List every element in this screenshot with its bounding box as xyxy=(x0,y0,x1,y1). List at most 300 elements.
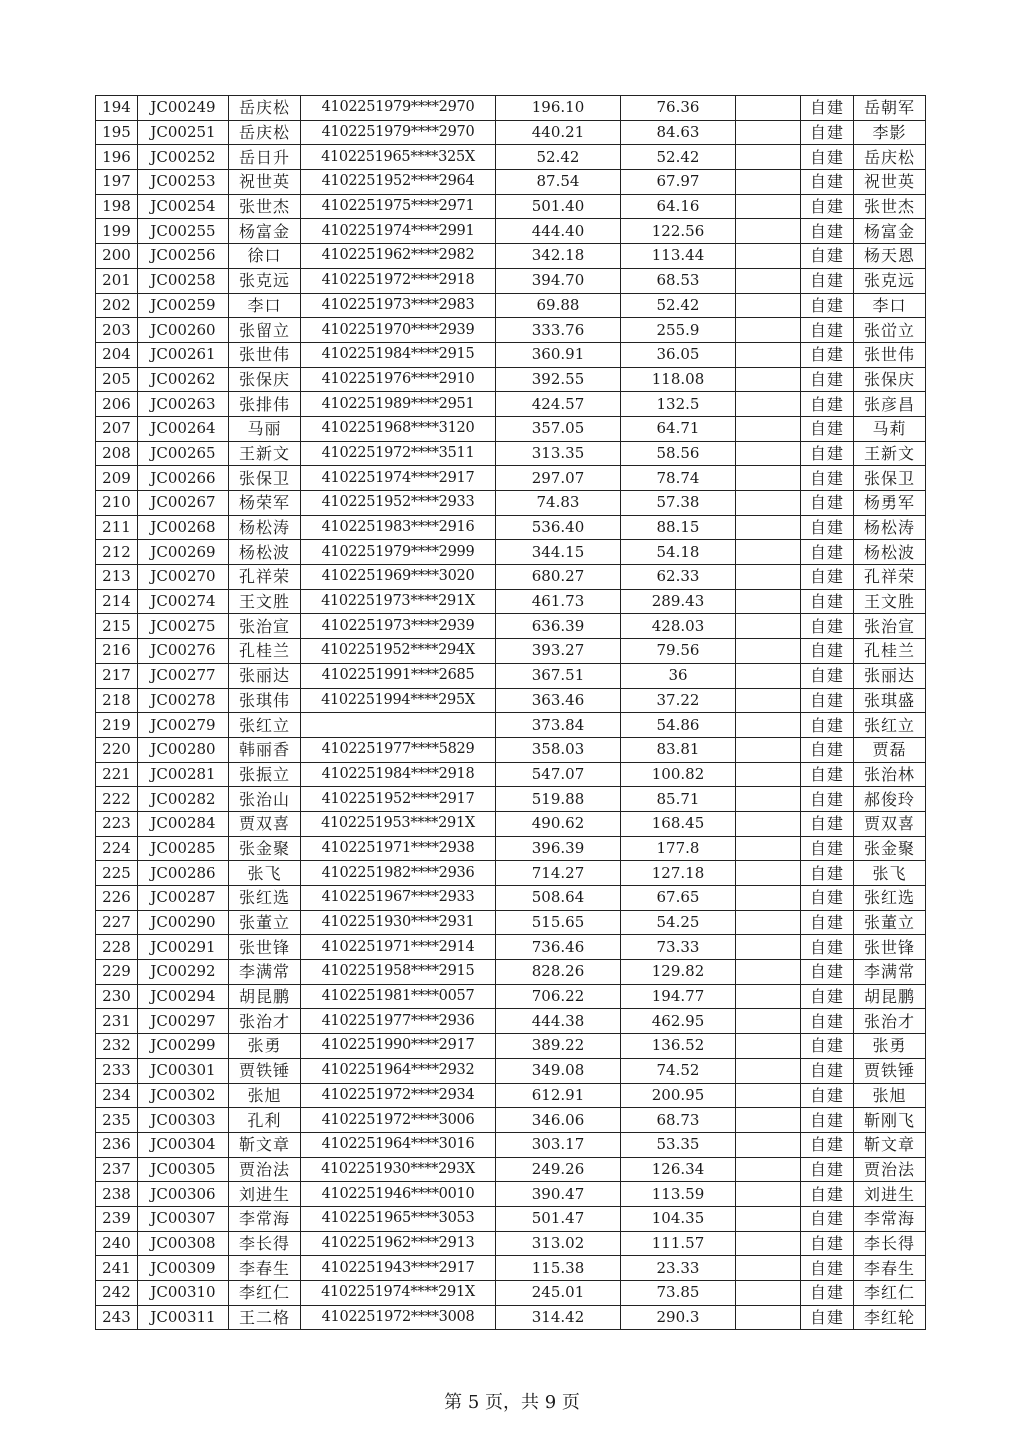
table-row xyxy=(96,318,926,343)
row-index: 242 xyxy=(96,1281,138,1306)
area-base: 68.73 xyxy=(621,1108,736,1133)
build-type: 自建 xyxy=(801,1058,854,1083)
row-index: 235 xyxy=(96,1108,138,1133)
owner-name: 张世锋 xyxy=(854,935,926,960)
table-row xyxy=(96,268,926,293)
holder-name: 张世锋 xyxy=(229,935,301,960)
build-type: 自建 xyxy=(801,886,854,911)
build-type: 自建 xyxy=(801,1108,854,1133)
area-base: 78.74 xyxy=(621,466,736,491)
table-row xyxy=(96,1231,926,1256)
holder-name: 祝世英 xyxy=(229,170,301,195)
row-index: 233 xyxy=(96,1058,138,1083)
record-code: JC00309 xyxy=(138,1256,229,1281)
record-code: JC00255 xyxy=(138,219,229,244)
blank-cell xyxy=(736,811,801,836)
id-number: 4102251975****2971 xyxy=(301,194,496,219)
holder-name: 李红仁 xyxy=(229,1281,301,1306)
holder-name: 张振立 xyxy=(229,762,301,787)
area-total: 490.62 xyxy=(496,811,621,836)
table-row xyxy=(96,935,926,960)
table-row xyxy=(96,861,926,886)
build-type: 自建 xyxy=(801,663,854,688)
row-index: 217 xyxy=(96,663,138,688)
area-total: 367.51 xyxy=(496,663,621,688)
blank-cell xyxy=(736,416,801,441)
table-row xyxy=(96,1083,926,1108)
build-type: 自建 xyxy=(801,787,854,812)
id-number: 4102251974****2991 xyxy=(301,219,496,244)
id-number: 4102251969****3020 xyxy=(301,565,496,590)
table-row xyxy=(96,1182,926,1207)
id-number: 4102251962****2982 xyxy=(301,244,496,269)
blank-cell xyxy=(736,886,801,911)
area-base: 54.25 xyxy=(621,910,736,935)
id-number: 4102251930****293X xyxy=(301,1157,496,1182)
area-total: 342.18 xyxy=(496,244,621,269)
area-total: 74.83 xyxy=(496,491,621,516)
build-type: 自建 xyxy=(801,342,854,367)
owner-name: 张琪盛 xyxy=(854,688,926,713)
blank-cell xyxy=(736,515,801,540)
area-total: 249.26 xyxy=(496,1157,621,1182)
row-index: 221 xyxy=(96,762,138,787)
area-total: 424.57 xyxy=(496,392,621,417)
blank-cell xyxy=(736,836,801,861)
table-row xyxy=(96,1206,926,1231)
owner-name: 张旭 xyxy=(854,1083,926,1108)
blank-cell xyxy=(736,1157,801,1182)
row-index: 218 xyxy=(96,688,138,713)
build-type: 自建 xyxy=(801,441,854,466)
record-code: JC00251 xyxy=(138,120,229,145)
area-base: 104.35 xyxy=(621,1206,736,1231)
build-type: 自建 xyxy=(801,688,854,713)
build-type: 自建 xyxy=(801,318,854,343)
holder-name: 杨荣军 xyxy=(229,491,301,516)
row-index: 203 xyxy=(96,318,138,343)
area-base: 88.15 xyxy=(621,515,736,540)
table-row xyxy=(96,713,926,738)
owner-name: 王新文 xyxy=(854,441,926,466)
blank-cell xyxy=(736,392,801,417)
holder-name: 徐口 xyxy=(229,244,301,269)
holder-name: 张世杰 xyxy=(229,194,301,219)
blank-cell xyxy=(736,342,801,367)
table-row xyxy=(96,886,926,911)
id-number: 4102251952****2964 xyxy=(301,170,496,195)
build-type: 自建 xyxy=(801,811,854,836)
id-number: 4102251971****2914 xyxy=(301,935,496,960)
blank-cell xyxy=(736,639,801,664)
owner-name: 王文胜 xyxy=(854,589,926,614)
row-index: 219 xyxy=(96,713,138,738)
table-row xyxy=(96,663,926,688)
area-total: 444.38 xyxy=(496,1009,621,1034)
table-row xyxy=(96,1058,926,1083)
row-index: 230 xyxy=(96,984,138,1009)
record-code: JC00252 xyxy=(138,145,229,170)
owner-name: 李满常 xyxy=(854,960,926,985)
table-row xyxy=(96,1009,926,1034)
blank-cell xyxy=(736,713,801,738)
id-number: 4102251952****2917 xyxy=(301,787,496,812)
record-code: JC00306 xyxy=(138,1182,229,1207)
row-index: 225 xyxy=(96,861,138,886)
build-type: 自建 xyxy=(801,639,854,664)
area-total: 394.70 xyxy=(496,268,621,293)
row-index: 210 xyxy=(96,491,138,516)
holder-name: 张丽达 xyxy=(229,663,301,688)
blank-cell xyxy=(736,1256,801,1281)
area-base: 52.42 xyxy=(621,145,736,170)
area-total: 363.46 xyxy=(496,688,621,713)
id-number: 4102251930****2931 xyxy=(301,910,496,935)
id-number: 4102251972****2918 xyxy=(301,268,496,293)
blank-cell xyxy=(736,194,801,219)
build-type: 自建 xyxy=(801,1132,854,1157)
id-number: 4102251981****0057 xyxy=(301,984,496,1009)
record-code: JC00254 xyxy=(138,194,229,219)
area-base: 83.81 xyxy=(621,737,736,762)
area-base: 255.9 xyxy=(621,318,736,343)
holder-name: 杨松涛 xyxy=(229,515,301,540)
build-type: 自建 xyxy=(801,1256,854,1281)
build-type: 自建 xyxy=(801,515,854,540)
id-number: 4102251973****2983 xyxy=(301,293,496,318)
area-base: 136.52 xyxy=(621,1034,736,1059)
area-total: 196.10 xyxy=(496,96,621,121)
record-code: JC00305 xyxy=(138,1157,229,1182)
table-row xyxy=(96,836,926,861)
area-total: 52.42 xyxy=(496,145,621,170)
owner-name: 张红立 xyxy=(854,713,926,738)
build-type: 自建 xyxy=(801,1182,854,1207)
id-number: 4102251989****2951 xyxy=(301,392,496,417)
area-base: 129.82 xyxy=(621,960,736,985)
build-type: 自建 xyxy=(801,219,854,244)
area-base: 100.82 xyxy=(621,762,736,787)
owner-name: 刘进生 xyxy=(854,1182,926,1207)
owner-name: 张治才 xyxy=(854,1009,926,1034)
owner-name: 张世伟 xyxy=(854,342,926,367)
blank-cell xyxy=(736,614,801,639)
build-type: 自建 xyxy=(801,1305,854,1330)
owner-name: 杨松涛 xyxy=(854,515,926,540)
owner-name: 杨松波 xyxy=(854,540,926,565)
build-type: 自建 xyxy=(801,1034,854,1059)
row-index: 240 xyxy=(96,1231,138,1256)
blank-cell xyxy=(736,96,801,121)
area-base: 54.86 xyxy=(621,713,736,738)
area-base: 177.8 xyxy=(621,836,736,861)
area-base: 122.56 xyxy=(621,219,736,244)
row-index: 204 xyxy=(96,342,138,367)
build-type: 自建 xyxy=(801,836,854,861)
area-base: 57.38 xyxy=(621,491,736,516)
area-base: 111.57 xyxy=(621,1231,736,1256)
holder-name: 张克远 xyxy=(229,268,301,293)
holder-name: 马丽 xyxy=(229,416,301,441)
area-base: 168.45 xyxy=(621,811,736,836)
id-number: 4102251991****2685 xyxy=(301,663,496,688)
build-type: 自建 xyxy=(801,1231,854,1256)
build-type: 自建 xyxy=(801,737,854,762)
area-total: 736.46 xyxy=(496,935,621,960)
row-index: 226 xyxy=(96,886,138,911)
table-row xyxy=(96,984,926,1009)
holder-name: 张世伟 xyxy=(229,342,301,367)
blank-cell xyxy=(736,910,801,935)
build-type: 自建 xyxy=(801,589,854,614)
area-base: 74.52 xyxy=(621,1058,736,1083)
area-total: 508.64 xyxy=(496,886,621,911)
record-code: JC00264 xyxy=(138,416,229,441)
record-code: JC00287 xyxy=(138,886,229,911)
record-code: JC00303 xyxy=(138,1108,229,1133)
table-row xyxy=(96,145,926,170)
record-code: JC00299 xyxy=(138,1034,229,1059)
owner-name: 胡昆鹏 xyxy=(854,984,926,1009)
area-base: 462.95 xyxy=(621,1009,736,1034)
id-number: 4102251984****2918 xyxy=(301,762,496,787)
area-total: 515.65 xyxy=(496,910,621,935)
record-code: JC00286 xyxy=(138,861,229,886)
row-index: 207 xyxy=(96,416,138,441)
row-index: 227 xyxy=(96,910,138,935)
record-code: JC00301 xyxy=(138,1058,229,1083)
build-type: 自建 xyxy=(801,194,854,219)
area-base: 79.56 xyxy=(621,639,736,664)
id-number: 4102251973****2939 xyxy=(301,614,496,639)
holder-name: 李长得 xyxy=(229,1231,301,1256)
area-total: 115.38 xyxy=(496,1256,621,1281)
record-code: JC00260 xyxy=(138,318,229,343)
id-number: 4102251965****325X xyxy=(301,145,496,170)
record-code: JC00280 xyxy=(138,737,229,762)
table-row xyxy=(96,1157,926,1182)
table-row xyxy=(96,1305,926,1330)
id-number: 4102251967****2933 xyxy=(301,886,496,911)
record-code: JC00278 xyxy=(138,688,229,713)
id-number: 4102251965****3053 xyxy=(301,1206,496,1231)
owner-name: 张红选 xyxy=(854,886,926,911)
record-code: JC00265 xyxy=(138,441,229,466)
build-type: 自建 xyxy=(801,762,854,787)
build-type: 自建 xyxy=(801,614,854,639)
area-total: 392.55 xyxy=(496,367,621,392)
build-type: 自建 xyxy=(801,1206,854,1231)
record-code: JC00269 xyxy=(138,540,229,565)
area-base: 73.85 xyxy=(621,1281,736,1306)
table-row xyxy=(96,1256,926,1281)
owner-name: 孔桂兰 xyxy=(854,639,926,664)
blank-cell xyxy=(736,491,801,516)
row-index: 201 xyxy=(96,268,138,293)
area-total: 519.88 xyxy=(496,787,621,812)
area-total: 358.03 xyxy=(496,737,621,762)
blank-cell xyxy=(736,318,801,343)
blank-cell xyxy=(736,565,801,590)
row-index: 236 xyxy=(96,1132,138,1157)
owner-name: 张勇 xyxy=(854,1034,926,1059)
record-code: JC00308 xyxy=(138,1231,229,1256)
record-code: JC00302 xyxy=(138,1083,229,1108)
id-number: 4102251982****2936 xyxy=(301,861,496,886)
owner-name: 岳朝军 xyxy=(854,96,926,121)
build-type: 自建 xyxy=(801,984,854,1009)
blank-cell xyxy=(736,861,801,886)
blank-cell xyxy=(736,688,801,713)
owner-name: 贾磊 xyxy=(854,737,926,762)
table-row xyxy=(96,491,926,516)
holder-name: 张董立 xyxy=(229,910,301,935)
table-row xyxy=(96,170,926,195)
row-index: 205 xyxy=(96,367,138,392)
id-number: 4102251964****2932 xyxy=(301,1058,496,1083)
blank-cell xyxy=(736,219,801,244)
row-index: 199 xyxy=(96,219,138,244)
blank-cell xyxy=(736,1132,801,1157)
table-row xyxy=(96,219,926,244)
owner-name: 贾铁锤 xyxy=(854,1058,926,1083)
record-code: JC00307 xyxy=(138,1206,229,1231)
table-row xyxy=(96,367,926,392)
blank-cell xyxy=(736,960,801,985)
table-row xyxy=(96,762,926,787)
id-number: 4102251974****291X xyxy=(301,1281,496,1306)
record-code: JC00297 xyxy=(138,1009,229,1034)
row-index: 232 xyxy=(96,1034,138,1059)
area-base: 64.71 xyxy=(621,416,736,441)
owner-name: 杨天恩 xyxy=(854,244,926,269)
id-number: 4102251971****2938 xyxy=(301,836,496,861)
table-row xyxy=(96,614,926,639)
area-total: 87.54 xyxy=(496,170,621,195)
area-total: 69.88 xyxy=(496,293,621,318)
build-type: 自建 xyxy=(801,96,854,121)
owner-name: 张董立 xyxy=(854,910,926,935)
record-code: JC00292 xyxy=(138,960,229,985)
row-index: 223 xyxy=(96,811,138,836)
holder-name: 张保庆 xyxy=(229,367,301,392)
holder-name: 岳庆松 xyxy=(229,96,301,121)
blank-cell xyxy=(736,441,801,466)
owner-name: 李影 xyxy=(854,120,926,145)
build-type: 自建 xyxy=(801,392,854,417)
record-code: JC00263 xyxy=(138,392,229,417)
blank-cell xyxy=(736,367,801,392)
table-row xyxy=(96,688,926,713)
owner-name: 张克远 xyxy=(854,268,926,293)
build-type: 自建 xyxy=(801,960,854,985)
owner-name: 贾双喜 xyxy=(854,811,926,836)
id-number: 4102251952****294X xyxy=(301,639,496,664)
holder-name: 张治宣 xyxy=(229,614,301,639)
holder-name: 王二格 xyxy=(229,1305,301,1330)
area-base: 290.3 xyxy=(621,1305,736,1330)
row-index: 238 xyxy=(96,1182,138,1207)
blank-cell xyxy=(736,1034,801,1059)
owner-name: 张世杰 xyxy=(854,194,926,219)
build-type: 自建 xyxy=(801,713,854,738)
blank-cell xyxy=(736,1058,801,1083)
build-type: 自建 xyxy=(801,491,854,516)
holder-name: 韩丽香 xyxy=(229,737,301,762)
holder-name: 贾铁锤 xyxy=(229,1058,301,1083)
record-code: JC00256 xyxy=(138,244,229,269)
holder-name: 张保卫 xyxy=(229,466,301,491)
record-code: JC00249 xyxy=(138,96,229,121)
area-total: 390.47 xyxy=(496,1182,621,1207)
owner-name: 李春生 xyxy=(854,1256,926,1281)
row-index: 215 xyxy=(96,614,138,639)
area-total: 536.40 xyxy=(496,515,621,540)
record-code: JC00291 xyxy=(138,935,229,960)
area-total: 828.26 xyxy=(496,960,621,985)
owner-name: 张彦昌 xyxy=(854,392,926,417)
id-number: 4102251984****2915 xyxy=(301,342,496,367)
table-row xyxy=(96,416,926,441)
id-number: 4102251972****2934 xyxy=(301,1083,496,1108)
id-number: 4102251979****2970 xyxy=(301,96,496,121)
page-number: 第 5 页，共 9 页 xyxy=(444,1392,580,1413)
holder-name: 王新文 xyxy=(229,441,301,466)
build-type: 自建 xyxy=(801,416,854,441)
id-number: 4102251958****2915 xyxy=(301,960,496,985)
build-type: 自建 xyxy=(801,145,854,170)
row-index: 241 xyxy=(96,1256,138,1281)
owner-name: 李红仁 xyxy=(854,1281,926,1306)
holder-name: 刘进生 xyxy=(229,1182,301,1207)
owner-name: 李红轮 xyxy=(854,1305,926,1330)
owner-name: 孔祥荣 xyxy=(854,565,926,590)
area-base: 113.44 xyxy=(621,244,736,269)
blank-cell xyxy=(736,1083,801,1108)
area-total: 333.76 xyxy=(496,318,621,343)
id-number: 4102251953****291X xyxy=(301,811,496,836)
blank-cell xyxy=(736,1231,801,1256)
area-base: 52.42 xyxy=(621,293,736,318)
owner-name: 靳文章 xyxy=(854,1132,926,1157)
owner-name: 靳刚飞 xyxy=(854,1108,926,1133)
area-total: 612.91 xyxy=(496,1083,621,1108)
build-type: 自建 xyxy=(801,1009,854,1034)
table-row xyxy=(96,960,926,985)
record-code: JC00253 xyxy=(138,170,229,195)
record-code: JC00290 xyxy=(138,910,229,935)
id-number: 4102251977****2936 xyxy=(301,1009,496,1034)
row-index: 216 xyxy=(96,639,138,664)
id-number: 4102251976****2910 xyxy=(301,367,496,392)
record-code: JC00279 xyxy=(138,713,229,738)
table-row xyxy=(96,737,926,762)
table-row xyxy=(96,342,926,367)
record-code: JC00277 xyxy=(138,663,229,688)
owner-name: 杨勇军 xyxy=(854,491,926,516)
blank-cell xyxy=(736,170,801,195)
id-number: 4102251994****295X xyxy=(301,688,496,713)
table-row xyxy=(96,293,926,318)
id-number: 4102251973****291X xyxy=(301,589,496,614)
area-total: 440.21 xyxy=(496,120,621,145)
area-base: 58.56 xyxy=(621,441,736,466)
area-base: 132.5 xyxy=(621,392,736,417)
owner-name: 岳庆松 xyxy=(854,145,926,170)
row-index: 208 xyxy=(96,441,138,466)
holder-name: 李满常 xyxy=(229,960,301,985)
build-type: 自建 xyxy=(801,268,854,293)
